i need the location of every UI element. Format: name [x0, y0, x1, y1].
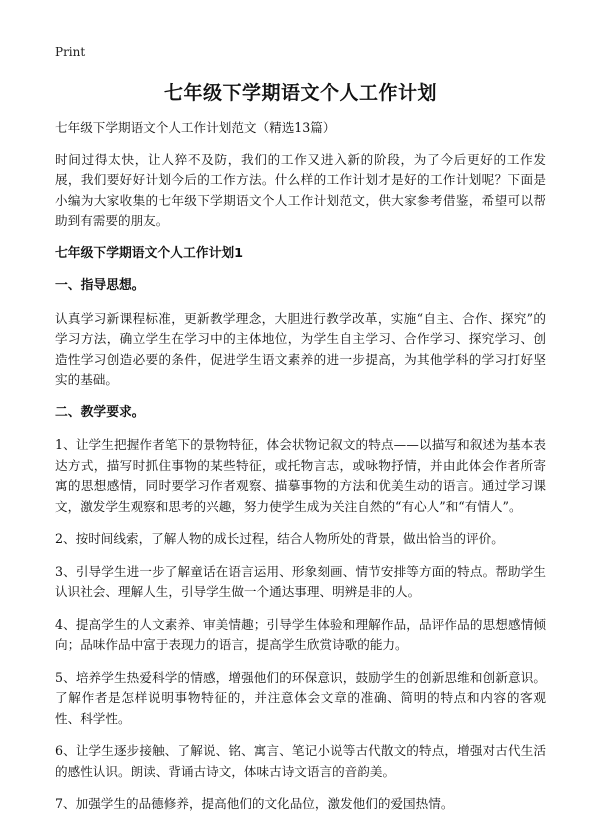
requirement-item: 4、提高学生的人文素养、审美情趣；引导学生体验和理解作品，品评作品的思想感情倾向；品味作品中富于表现力的语言，提高学生欣赏诗歌的能力。 [55, 616, 546, 652]
requirement-item: 1、让学生把握作者笔下的景物特征，体会状物记叙文的特点——以描写和叙述为基本表达方式，描写时抓住事物的某些特征，或托物言志，或咏物抒情，并由此体会作者所寄寓的思想感情，同时要学习作者观察、描摹事物的方法和优美生动的语言。通过学习课文，激发学生观察和思考的兴趣，努力使学生成为关注自然的“有心人”和“有情人”。 [55, 437, 546, 514]
document-body [55, 118, 546, 827]
requirement-item: 5、培养学生热爱科学的情感，增强他们的环保意识，鼓励学生的创新思维和创新意识。了解作者是怎样说明事物特征的，并注意体会文章的准确、简明的特点和内容的客观性、科学性。 [55, 669, 546, 726]
requirement-item: 2、按时间线索，了解人物的成长过程，结合人物所处的背景，做出恰当的评价。 [55, 531, 504, 546]
guiding-thought-heading: 一、指导思想。 [55, 278, 145, 293]
page-title: 七年级下学期语文个人工作计划 [163, 82, 437, 104]
section-title: 七年级下学期语文个人工作计划1 [55, 245, 244, 261]
requirement-item: 3、引导学生进一步了解童话在语言运用、形象刻画、情节安排等方面的特点。帮助学生认识社会、理解人生，引导学生做一个通达事理、明辨是非的人。 [55, 563, 546, 599]
print-link[interactable]: Print [55, 45, 86, 59]
intro-paragraph: 时间过得太快，让人猝不及防，我们的工作又进入新的阶段，为了今后更好的工作发展，我们要好好计划今后的工作方法。什么样的工作计划才是好的工作计划呢？下面是小编为大家收集的七年级下学期语文个人工作计划范文，供大家参考借鉴，希望可以帮助到有需要的朋友。 [55, 151, 546, 228]
document-subtitle: 七年级下学期语文个人工作计划范文（精选13篇） [55, 120, 336, 135]
teaching-requirements-heading: 二、教学要求。 [55, 404, 145, 420]
requirement-item: 6、让学生逐步接触、了解说、铭、寓言、笔记小说等古代散文的特点，增强对古代生活的感性认识。朗读、背诵古诗文，体味古诗文语言的音韵美。 [55, 743, 546, 779]
requirement-item: 7、加强学生的品德修养，提高他们的文化品位，激发他们的爱国热情。 [55, 796, 454, 811]
guiding-thought-paragraph: 认真学习新课程标准，更新教学理念，大胆进行教学改革，实施“自主、合作、探究”的学习方法，确立学生在学习中的主体地位，为学生自主学习、合作学习、探究学习、创造性学习创造必要的条件，促进学生语文素养的进一步提高，为其他学科的学习打好坚实的基础。 [55, 310, 546, 387]
